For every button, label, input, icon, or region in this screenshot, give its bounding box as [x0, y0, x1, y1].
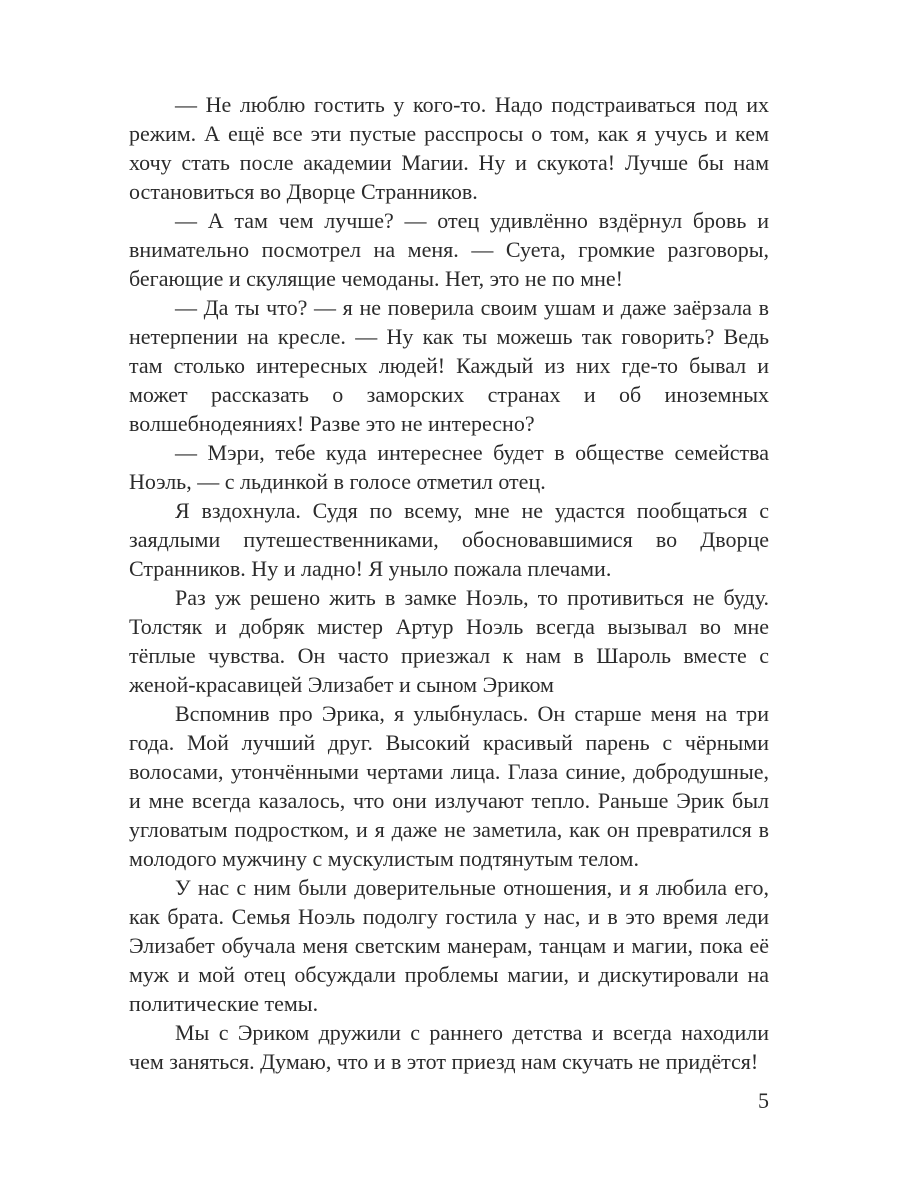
paragraph: — А там чем лучше? — отец удивлённо вздёрнул бровь и внимательно посмотрел на меня. — Суета, громкие разговоры, бегающие и скулящие чемоданы. Нет, это не по мне!	[129, 208, 769, 291]
page-footer	[129, 1086, 769, 1115]
paragraph: У нас с ним были доверительные отношения, и я любила его, как брата. Семья Ноэль подолгу гостила у нас, и в это время леди Элизабет обучала меня светским манерам, танцам и магии, пока её муж и мой отец обсуждали проблемы магии, и дискутировали на политические темы.	[129, 875, 769, 1016]
body-text	[129, 90, 769, 1076]
paragraph: Раз уж решено жить в замке Ноэль, то противиться не буду. Толстяк и добряк мистер Артур Ноэль всегда вызывал во мне тёплые чувства. Он часто приезжал к нам в Шароль вместе с женой-красавицей Элизабет и сыном Эриком	[129, 585, 769, 697]
paragraph: Вспомнив про Эрика, я улыбнулась. Он старше меня на три года. Мой лучший друг. Высокий красивый парень с чёрными волосами, утончёнными чертами лица. Глаза синие, добродушные, и мне всегда казалось, что они излучают тепло. Раньше Эрик был угловатым подростком, и я даже не заметила, как он превратился в молодого мужчину с мускулистым подтянутым телом.	[129, 701, 769, 871]
paragraph: Я вздохнула. Судя по всему, мне не удастся пообщаться с заядлыми путешественниками, обосновавшимися во Дворце Странников. Ну и ладно! Я уныло пожала плечами.	[129, 498, 769, 581]
paragraph: — Да ты что? — я не поверила своим ушам и даже заёрзала в нетерпении на кресле. — Ну как ты можешь так говорить? Ведь там столько интересных людей! Каждый из них где-то бывал и может рассказать о заморских странах и об иноземных волшебнодеяниях! Разве это не интересно?	[129, 295, 769, 436]
page-number: 5	[758, 1088, 769, 1113]
paragraph: Мы с Эриком дружили с раннего детства и всегда находили чем заняться. Думаю, что и в этот приезд нам скучать не придётся!	[129, 1020, 769, 1074]
paragraph: — Мэри, тебе куда интереснее будет в обществе семейства Ноэль, — с льдинкой в голосе отметил отец.	[129, 440, 769, 494]
paragraph: — Не люблю гостить у кого-то. Надо подстраиваться под их режим. А ещё все эти пустые расспросы о том, как я учусь и кем хочу стать после академии Магии. Ну и скукота! Лучше бы нам остановиться во Дворце Странников.	[129, 92, 769, 204]
